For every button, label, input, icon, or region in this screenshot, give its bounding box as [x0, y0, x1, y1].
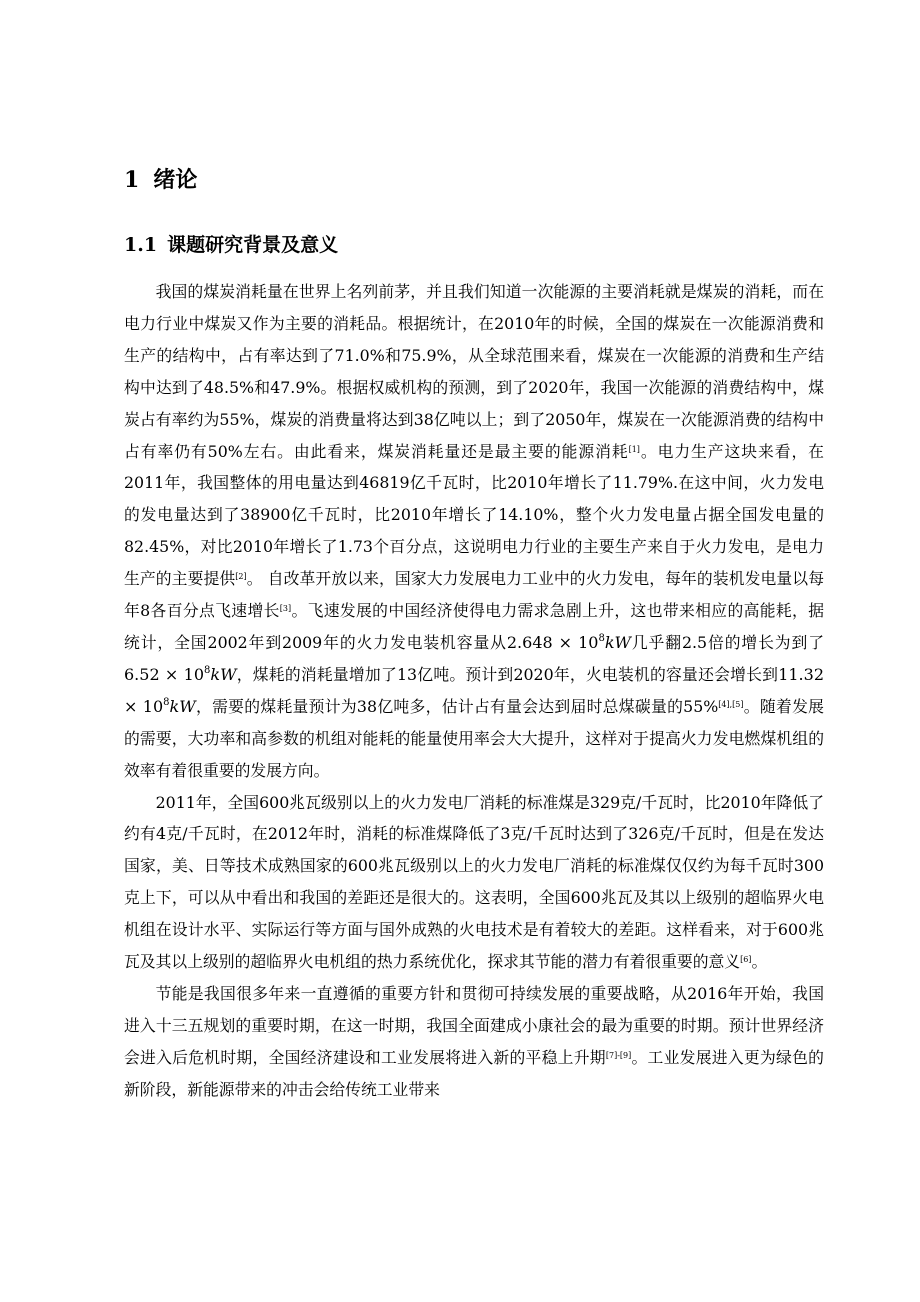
math-expression: $6.52 \times 10^8kW$ — [124, 664, 237, 684]
citation: [3] — [279, 604, 292, 614]
section-title: 课题研究背景及意义 — [167, 234, 339, 256]
math-expression: $2.648 \times 10^8kW$ — [506, 632, 631, 652]
citation: [4],[5] — [718, 699, 744, 709]
citation: [6] — [740, 955, 752, 965]
paragraph-3: 节能是我国很多年来一直遵循的重要方针和贯彻可持续发展的重要战略，从2016年开始，我国进入十三五规划的重要时期，在这一时期，我国全面建成小康社会的最为重要的时期。预计世界经济会进入后危机时期，全国经济建设和工业发展将进入新的平稳上升期[7]-[9]。工业发展进入更为绿色的新阶段，新能源带来的冲击会给传统工业带来 — [124, 983, 824, 1099]
section-number: 1.1 — [124, 234, 158, 256]
section-heading — [124, 230, 338, 257]
chapter-number: 1 — [124, 167, 140, 193]
citation: [2] — [235, 572, 247, 582]
section-body — [124, 276, 824, 1106]
chapter-heading — [124, 163, 197, 194]
paragraph-2: 2011年，全国600兆瓦级别以上的火力发电厂消耗的标准煤是329克/千瓦时，比2010年降低了约有4克/千瓦时，在2012年时，消耗的标准煤降低了3克/千瓦时达到了326克/千瓦时，但是在发达国家，美、日等技术成熟国家的600兆瓦级别以上的火力发电厂消耗的标准煤仅仅约为每千瓦时300克上下，可以从中看出和我国的差距还是很大的。这表明，全国600兆瓦及其以上级别的超临界火电机组在设计水平、实际运行等方面与国外成熟的火电技术是有着较大的差距。这样看来，对于600兆瓦及其以上级别的超临界火电机组的热力系统优化，探求其节能的潜力有着很重要的意义[6]。 — [124, 792, 824, 972]
citation: [7]-[9] — [605, 1050, 632, 1060]
chapter-title: 绪论 — [153, 167, 198, 193]
paragraph-1: 我国的煤炭消耗量在世界上名列前茅，并且我们知道一次能源的主要消耗就是煤炭的消耗，而在电力行业中煤炭又作为主要的消耗品。根据统计，在2010年的时候，全国的煤炭在一次能源消费和生产的结构中，占有率达到了71.0%和75.9%，从全球范围来看，煤炭在一次能源的消费和生产结构中达到了48.5%和47.9%。根据权威机构的预测，到了2020年，我国一次能源的消费结构中，煤炭占有率约为55%，煤炭的消费量将达到38亿吨以上；到了2050年，煤炭在一次能源消费的结构中占有率仍有50%左右。由此看来，煤炭消耗量还是最主要的能源消耗[1]。电力生产这块来看，在2011年，我国整体的用电量达到46819亿千瓦时，比2010年增长了11.79%.在这中间，火力发电的发电量达到了38900亿千瓦时，比2010年增长了14.10%，整个火力发电量占据全国发电量的82.45%，对比2010年增长了1.73个百分点，这说明电力行业的主要生产来自于火力发电，是电力生产的主要提供[2]。 自改革开放以来，国家大力发展电力工业中的火力发电，每年的装机发电量以每年8各百分点飞速增长[3]。飞速发展的中国经济使得电力需求急剧上升，这也带来相应的高能耗，据统计，全国2002年到2009年的火力发电装机容量从$2.648 \times 10^8kW$几乎翻2.5倍的增长为到了$6.52 \times 10^8kW$，煤耗的消耗量增加了13亿吨。预计到2020年，火电装机的容量还会增长到$11.32 \times 10^8kW$，需要的煤耗量预计为38亿吨多，估计占有量会达到届时总煤碳量的55%[4],[5]。随着发展的需要，大功率和高参数的机组对能耗的能量使用率会大大提升，这样对于提高火力发电燃煤机组的效率有着很重要的发展方向。 — [124, 282, 825, 780]
citation: [1] — [628, 444, 640, 454]
math-expression: $11.32 \times 10^8kW$ — [124, 664, 824, 716]
